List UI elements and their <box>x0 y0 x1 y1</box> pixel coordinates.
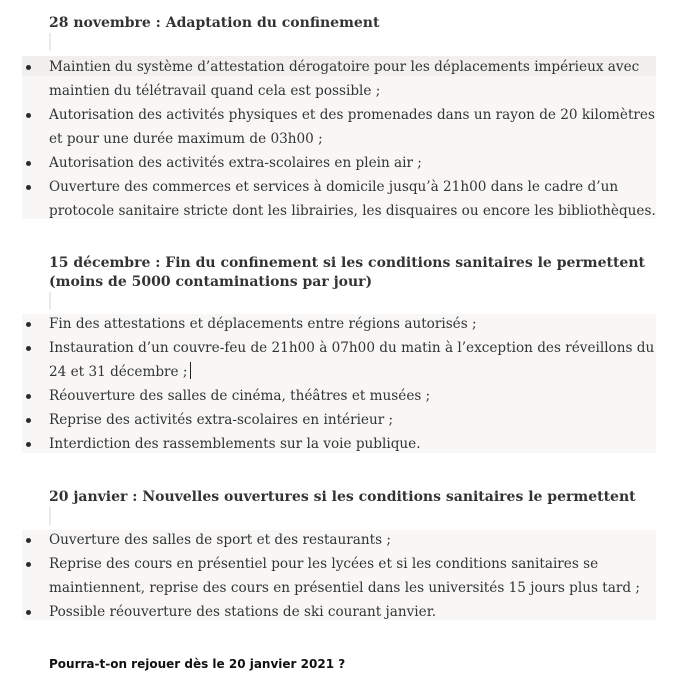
section-heading-20-janvier: 20 janvier : Nouvelles ouvertures si les conditions sanitaires le permettent <box>49 489 636 505</box>
section-heading-line: 15 décembre : Fin du confinement si les conditions sanitaires le permettent <box>49 255 645 271</box>
list-item-line: Fin des attestations et déplacements entre régions autorisés ; <box>49 316 477 332</box>
list-item <box>22 175 656 223</box>
list-item-line: Réouverture des salles de cinéma, théâtres et musées ; <box>49 388 431 404</box>
bullet-list-20-janvier <box>22 530 656 620</box>
list-item-line: et pour une durée maximum de 03h00 ; <box>49 131 323 147</box>
list-item-line: Possible réouverture des stations de ski courant janvier. <box>49 604 437 620</box>
list-item-text <box>49 175 654 223</box>
list-item-line: protocole sanitaire stricte dont les librairies, les disquaires ou encore les bibliothèques. <box>49 203 656 219</box>
bullet-icon <box>26 185 31 190</box>
text-cursor <box>190 362 191 379</box>
list-item <box>22 408 656 432</box>
list-item-text <box>49 528 654 552</box>
list-item-line: 24 et 31 décembre ; <box>49 364 188 380</box>
bullet-list-15-decembre <box>22 314 656 453</box>
list-item-line: Autorisation des activités extra-scolaires en plein air ; <box>49 155 422 171</box>
list-item <box>22 151 656 175</box>
list-item-line: Reprise des activités extra-scolaires en intérieur ; <box>49 412 394 428</box>
list-item-text <box>49 600 654 624</box>
list-item-text <box>49 408 654 432</box>
section-heading-28-novembre: 28 novembre : Adaptation du confinement <box>49 15 380 31</box>
list-item-line: Ouverture des salles de sport et des restaurants ; <box>49 532 391 548</box>
bullet-icon <box>26 113 31 118</box>
list-item <box>22 552 656 600</box>
bullet-icon <box>26 442 31 447</box>
list-item-line: Maintien du système d’attestation dérogatoire pour les déplacements impérieux avec <box>49 59 640 75</box>
list-item-text <box>49 432 654 456</box>
list-item-line: maintien du télétravail quand cela est possible ; <box>49 83 381 99</box>
list-item-line: Interdiction des rassemblements sur la voie publique. <box>49 436 421 452</box>
list-item <box>22 432 656 456</box>
bullet-icon <box>26 161 31 166</box>
list-item <box>22 384 656 408</box>
list-item <box>22 312 656 336</box>
bullet-icon <box>26 418 31 423</box>
list-item-text <box>49 384 654 408</box>
list-item-line-with-caret[interactable] <box>49 360 654 384</box>
list-item <box>22 528 656 552</box>
list-item-text <box>49 151 654 175</box>
list-item-line: Instauration d’un couvre-feu de 21h00 à 07h00 du matin à l’exception des réveillons du <box>49 340 655 356</box>
heading-marker <box>49 292 51 310</box>
heading-marker <box>49 33 51 51</box>
bullet-icon <box>26 322 31 327</box>
list-item <box>22 600 656 624</box>
list-item <box>22 336 656 384</box>
list-item-line: Ouverture des commerces et services à domicile jusqu’à 21h00 dans le cadre d’un <box>49 179 619 195</box>
bullet-icon <box>26 610 31 615</box>
section-heading-15-decembre <box>49 254 645 292</box>
bullet-icon <box>26 538 31 543</box>
list-item <box>22 55 656 103</box>
list-item <box>22 103 656 151</box>
list-item-text <box>49 103 654 151</box>
bullet-icon <box>26 65 31 70</box>
bullet-icon <box>26 346 31 351</box>
list-item-text <box>49 552 654 600</box>
list-item-text <box>49 312 654 336</box>
list-item-line: Autorisation des activités physiques et des promenades dans un rayon de 20 kilomètres <box>49 107 655 123</box>
list-item-line: maintiennent, reprise des cours en présentiel dans les universités 15 jours plus tard ; <box>49 580 640 596</box>
closing-question: Pourra-t-on rejouer dès le 20 janvier 2021 ? <box>49 657 346 671</box>
bullet-list-28-novembre <box>22 56 656 219</box>
heading-marker <box>49 507 51 525</box>
list-item-line: Reprise des cours en présentiel pour les lycées et si les conditions sanitaires se <box>49 556 599 572</box>
bullet-icon <box>26 562 31 567</box>
section-heading-line: (moins de 5000 contaminations par jour) <box>49 274 373 290</box>
list-item-text <box>49 336 654 384</box>
list-item-text <box>49 55 654 103</box>
bullet-icon <box>26 394 31 399</box>
